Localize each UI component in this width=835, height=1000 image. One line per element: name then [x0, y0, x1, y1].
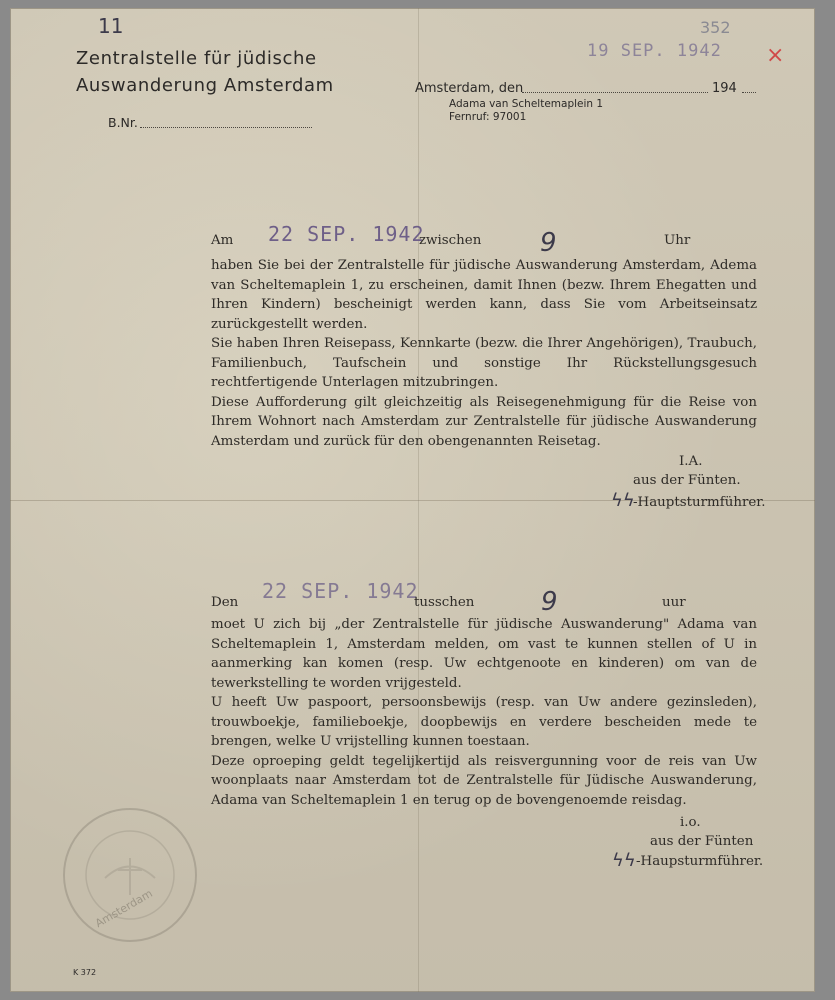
- year-prefix: 194: [712, 81, 737, 96]
- form-code: K 372: [73, 968, 97, 977]
- red-mark: ×: [766, 43, 785, 68]
- ss-rune-signature: ϟϟ: [611, 490, 635, 511]
- place-date-label: Amsterdam, den: [415, 81, 524, 96]
- year-dotted-line: [742, 92, 756, 93]
- received-date-stamp: 19 SEP. 1942: [587, 41, 722, 61]
- dutch-paragraph: moet U zich bij „der Zentralstelle für jüdische Auswanderung" Adama van Scheltemaplein 1, Amsterdam melden, om vast te kunnen stellen of U in aanmerking kan komen (resp. Uw echtgenoote en kinderen) om van de tewerkstelling te worden vrijgesteld.: [211, 617, 757, 691]
- org-name-line2: Auswanderung Amsterdam: [76, 75, 334, 96]
- phone-number: Fernruf: 97001: [449, 111, 527, 123]
- german-signature-name: aus der Fünten.: [633, 473, 741, 488]
- german-body: [211, 256, 757, 451]
- german-paragraph: Diese Aufforderung gilt gleichzeitig als Reisegenehmigung für die Reise von Ihrem Wohnort nach Amsterdam zur Zentralstelle für jüdische Auswanderung Amsterdam und zurück für den obengenannten Reisetag.: [211, 394, 757, 449]
- german-paragraph: Sie haben Ihren Reisepass, Kennkarte (bezw. die Ihrer Angehörigen), Traubuch, Familienbuch, Taufschein und sonstige Ihr Rückstellungsgesuch rechtfertigende Unterlagen mitzubringen.: [211, 336, 757, 390]
- address: Adama van Scheltemaplein 1: [449, 98, 604, 110]
- german-signature-rank: -Hauptsturmführer.: [633, 495, 766, 510]
- dutch-hour-handwritten: 9: [541, 587, 558, 617]
- german-uhr-label: Uhr: [664, 233, 691, 248]
- dutch-body: [211, 615, 757, 810]
- german-zwischen-label: zwischen: [419, 233, 482, 248]
- dutch-date-stamp: 22 SEP. 1942: [262, 579, 419, 603]
- dutch-signature-rank: -Haupsturmführer.: [636, 854, 764, 869]
- official-seal-stamp: [60, 800, 200, 950]
- seal-text: Amsterdam: [93, 886, 155, 931]
- dutch-uur-label: uur: [662, 595, 686, 610]
- bnr-label: B.Nr.: [108, 115, 138, 130]
- handwritten-annotation: 11: [98, 14, 124, 38]
- dutch-paragraph: Deze oproeping geldt tegelijkertijd als reisvergunning voor de reis van Uw woonplaats naar Amsterdam tot de Zentralstelle für Jüdische Auswanderung, Adama van Scheltemaplein 1 en terug op de bovengenoemde reisdag.: [211, 753, 757, 808]
- dutch-tusschen-label: tusschen: [414, 595, 475, 610]
- ss-rune-signature: ϟϟ: [612, 850, 636, 871]
- fold-line: [418, 8, 419, 992]
- german-date-stamp: 22 SEP. 1942: [268, 222, 425, 246]
- dutch-signature-name: aus der Fünten: [650, 834, 754, 849]
- dutch-paragraph: U heeft Uw paspoort, persoonsbewijs (resp. van Uw andere gezinsleden), trouwboekje, familieboekje, doopbewijs en verdere bescheiden mede te brengen, welke U vrijstelling kunnen toestaan.: [211, 695, 757, 749]
- german-paragraph: haben Sie bei der Zentralstelle für jüdische Auswanderung Amsterdam, Adema van Scheltemaplein 1, zu erscheinen, damit Ihnen (bezw. Ihrem Ehegatten und Ihren Kindern) bescheinigt werden kann, dass Sie vom Arbeitseinsatz zurückgestellt werden.: [211, 258, 757, 332]
- german-hour-handwritten: 9: [540, 228, 557, 258]
- pencil-number: 352: [700, 18, 731, 37]
- german-am-label: Am: [211, 233, 234, 248]
- date-dotted-line: [522, 92, 708, 93]
- org-name-line1: Zentralstelle für jüdische: [76, 48, 317, 69]
- dutch-signature-io: i.o.: [680, 815, 701, 830]
- bnr-dotted-line: [140, 127, 312, 128]
- dutch-den-label: Den: [211, 595, 239, 610]
- german-signature-ia: I.A.: [679, 454, 703, 469]
